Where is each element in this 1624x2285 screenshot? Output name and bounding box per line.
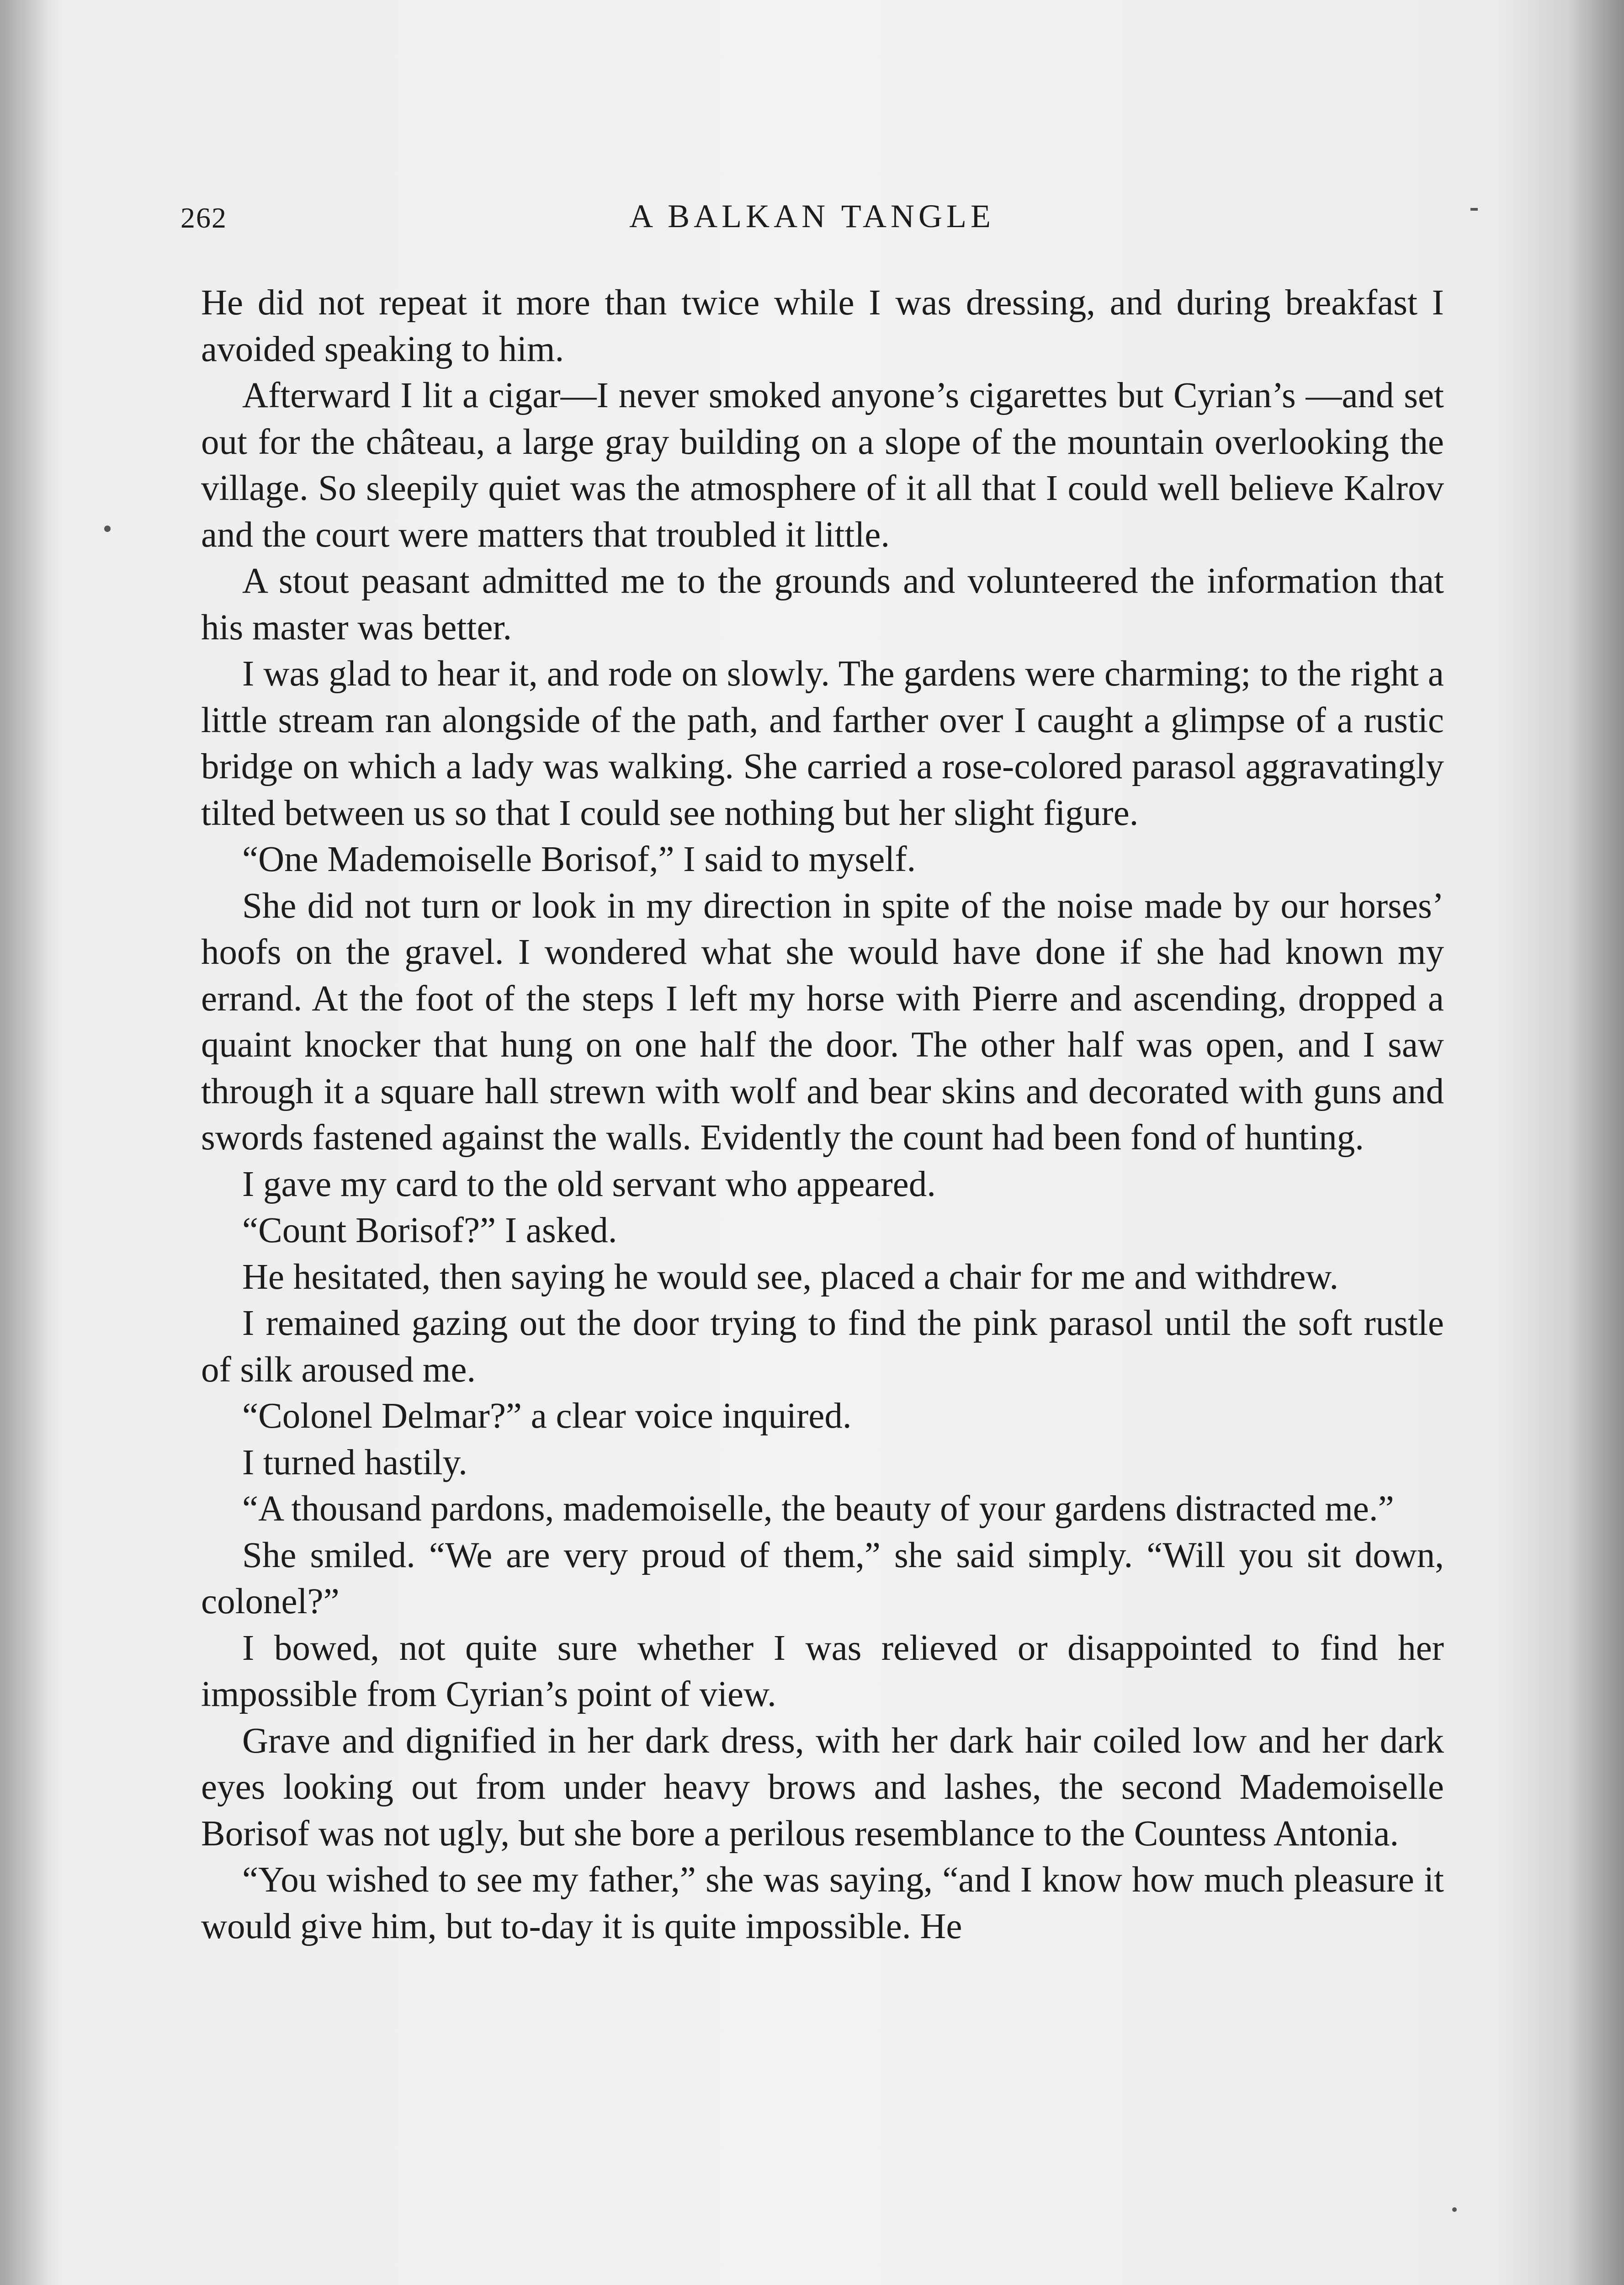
paragraph: Grave and dignified in her dark dress, with her dark hair coiled low and her dark eyes looking out from under heavy brows and lashes, the second Mademoiselle Borisof was not ugly, but she bore a perilous resemblance to the Countess Antonia.	[201, 1721, 1444, 1854]
stray-mark	[1470, 208, 1478, 211]
paragraph: “One Mademoiselle Borisof,” I said to myself.	[242, 840, 916, 879]
paragraph: I gave my card to the old servant who appeared.	[242, 1164, 936, 1204]
running-header	[0, 198, 1624, 251]
page-edge-shadow	[1569, 0, 1624, 2285]
paragraph: “Colonel Delmar?” a clear voice inquired.	[242, 1396, 852, 1436]
paragraph: “A thousand pardons, mademoiselle, the beauty of your gardens distracted me.”	[242, 1489, 1394, 1529]
paragraph: “Count Borisof?” I asked.	[242, 1211, 617, 1250]
paragraph: She smiled. “We are very proud of them,” she said simply. “Will you sit down, colonel?”	[201, 1535, 1444, 1621]
page-number: 262	[180, 202, 227, 234]
paragraph: I was glad to hear it, and rode on slowly. The gardens were charming; to the right a little stream ran alongside of the path, and farther over I caught a glimpse of a rustic bridge on which a lady was walking. She carried a rose-colored parasol aggravatingly tilted between us so that I could see nothing but her slight figure.	[201, 654, 1444, 833]
body-text	[201, 280, 1444, 1950]
running-title: A BALKAN TANGLE	[629, 198, 995, 234]
stray-mark	[1452, 2207, 1457, 2212]
stray-mark	[104, 526, 111, 532]
paragraph: “You wished to see my father,” she was saying, “and I know how much pleasure it would give him, but to-day it is quite impossible. He	[201, 1860, 1444, 1946]
paragraph: She did not turn or look in my direction in spite of the noise made by our horses’ hoofs on the gravel. I wondered what she would have done if she had known my errand. At the foot of the steps I left my horse with Pierre and ascending, dropped a quaint knocker that hung on one half the door. The other half was open, and I saw through it a square hall strewn with wolf and bear skins and decorated with guns and swords fastened against the walls. Evidently the count had been fond of hunting.	[201, 886, 1444, 1158]
paragraph: I remained gazing out the door trying to find the pink parasol until the soft rustle of silk aroused me.	[201, 1303, 1444, 1390]
paragraph: A stout peasant admitted me to the grounds and volunteered the information that his master was better.	[201, 561, 1444, 648]
paragraph: He did not repeat it more than twice while I was dressing, and during breakfast I avoided speaking to him.	[201, 283, 1444, 369]
paragraph: He hesitated, then saying he would see, placed a chair for me and withdrew.	[242, 1257, 1339, 1297]
paragraph: I bowed, not quite sure whether I was relieved or disappointed to find her impossible from Cyrian’s point of view.	[201, 1628, 1444, 1714]
page-gutter-shadow	[0, 0, 64, 2285]
paragraph: Afterward I lit a cigar—I never smoked anyone’s cigarettes but Cyrian’s —and set out for the château, a large gray building on a slope of the mountain overlooking the village. So sleepily quiet was the atmosphere of it all that I could well believe Kalrov and the court were matters that troubled it little.	[201, 376, 1444, 555]
paragraph: I turned hastily.	[242, 1442, 467, 1483]
